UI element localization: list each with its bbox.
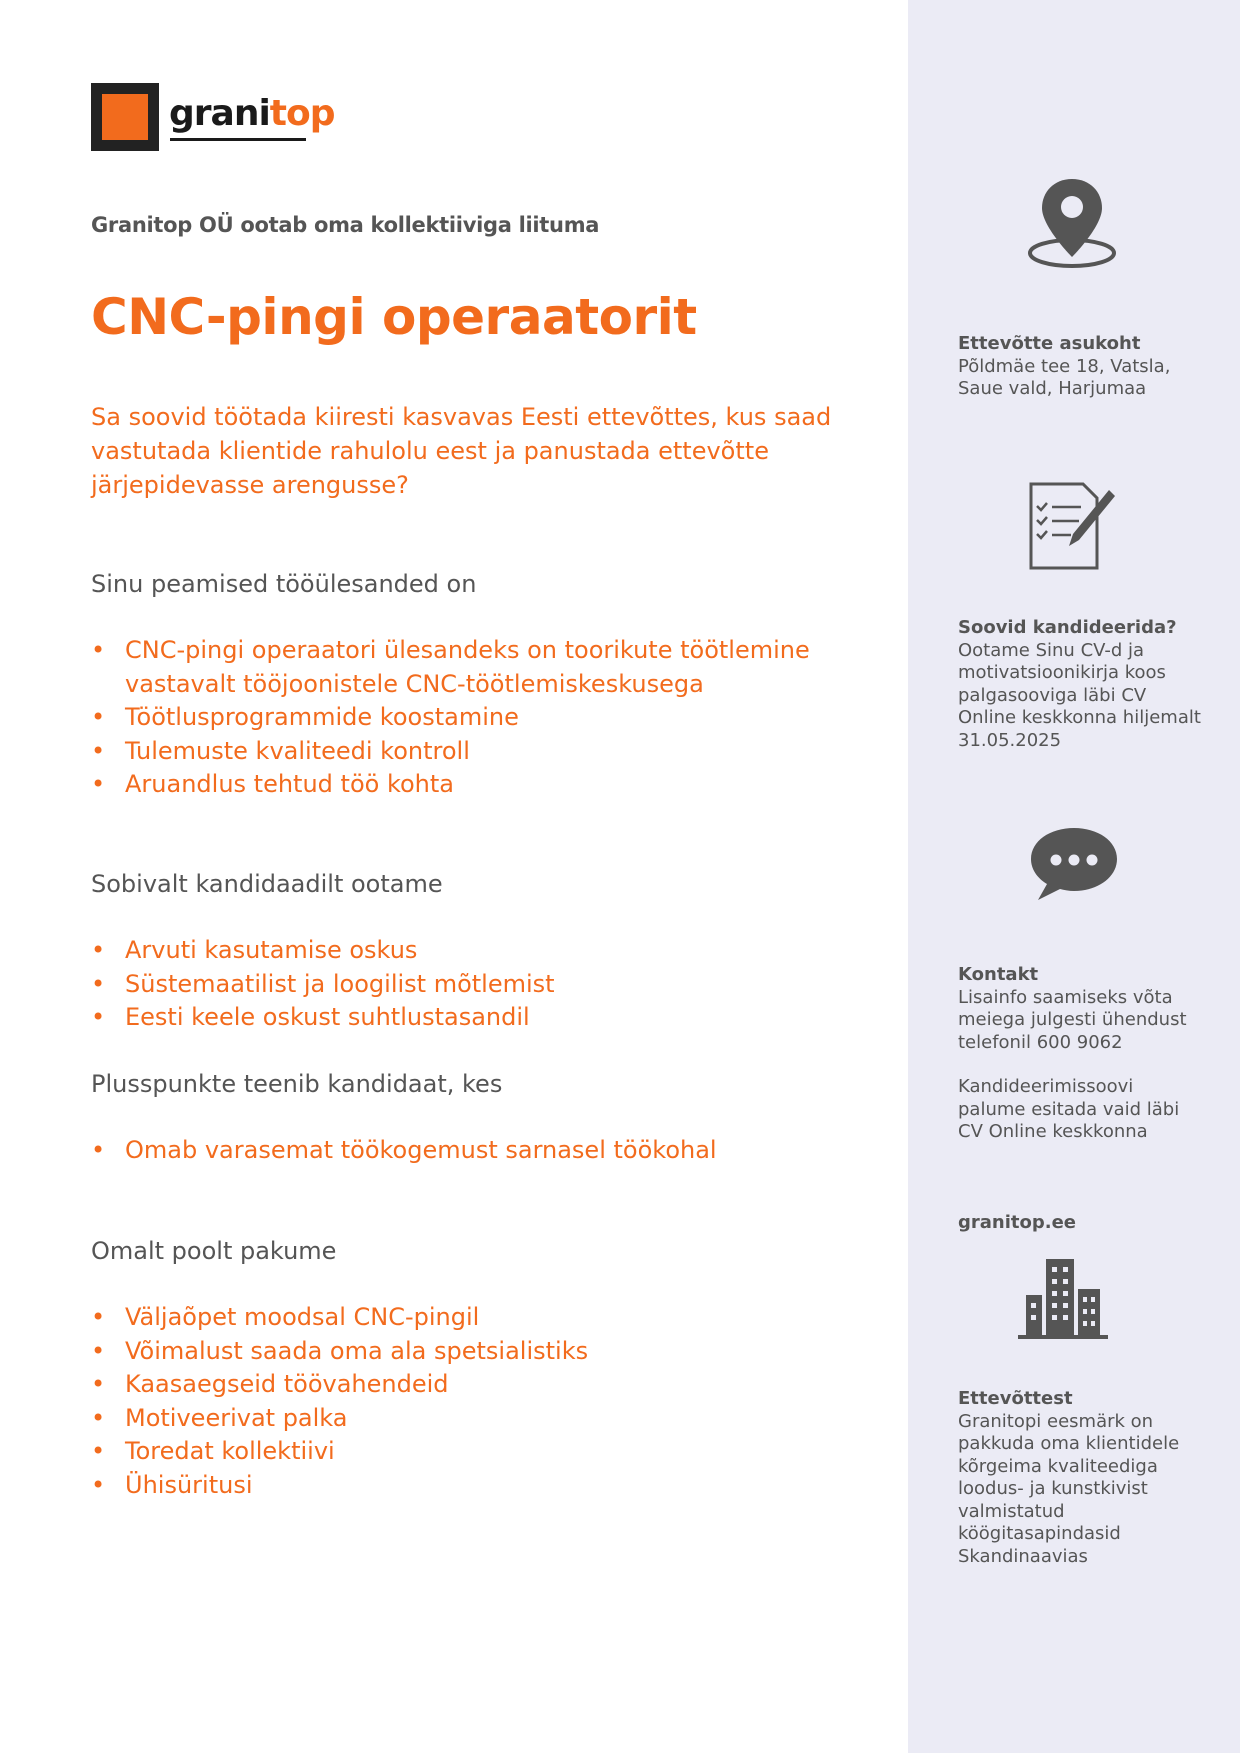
list-item: • Süstemaatilist ja loogilist mõtlemist	[91, 968, 891, 1002]
company-block	[958, 1388, 1203, 1568]
section-heading-offer: Omalt poolt pakume	[91, 1237, 337, 1265]
list-item: • Arvuti kasutamise oskus	[91, 934, 891, 968]
list-item: • Ühisüritusi	[91, 1469, 891, 1503]
list-item: • Omab varasemat töökogemust sarnasel töökohal	[91, 1134, 891, 1168]
company-logo	[91, 83, 335, 151]
list-item: • Võimalust saada oma ala spetsialistiks	[91, 1335, 891, 1369]
logo-part2: top	[269, 92, 335, 134]
checklist-pen-icon	[1025, 480, 1120, 575]
logo-mark	[91, 83, 159, 151]
company-text: Granitopi eesmärk on pakkuda oma klientidele kõrgeima kvaliteediga loodus- ja kunstkivist valmistatud köögitasapindasid Skandinaavias	[958, 1410, 1180, 1567]
tasks-list	[91, 634, 891, 802]
list-item: • Motiveerivat palka	[91, 1402, 891, 1436]
intro-text: Granitop OÜ ootab oma kollektiiviga liituma	[91, 213, 600, 237]
lead-paragraph: Sa soovid töötada kiiresti kasvavas Eesti ettevõttes, kus saad vastutada klientide rahulolu eest ja panustada ettevõtte järjepidevasse arengusse?	[91, 403, 832, 499]
job-title: CNC-pingi operaatorit	[91, 288, 697, 346]
apply-label: Soovid kandideerida?	[958, 617, 1177, 638]
buildings-icon	[1016, 1255, 1110, 1341]
list-item: • Toredat kollektiivi	[91, 1435, 891, 1469]
list-item: • Aruandlus tehtud töö kohta	[91, 768, 891, 802]
list-item: • Töötlusprogrammide koostamine	[91, 701, 891, 735]
website-link[interactable]: granitop.ee	[958, 1212, 1077, 1233]
location-pin-icon	[1025, 175, 1120, 275]
section-heading-tasks: Sinu peamised tööülesanded on	[91, 570, 477, 598]
location-label: Ettevõtte asukoht	[958, 333, 1141, 354]
list-item: • Kaasaegseid töövahendeid	[91, 1368, 891, 1402]
company-label: Ettevõttest	[958, 1388, 1073, 1409]
chat-bubble-icon	[1028, 825, 1120, 903]
contact-block	[958, 964, 1203, 1144]
list-item: • Tulemuste kvaliteedi kontroll	[91, 735, 891, 769]
section-heading-requirements: Sobivalt kandidaadilt ootame	[91, 870, 443, 898]
logo-part1: grani	[169, 92, 270, 134]
contact-text-2: Kandideerimissoovi palume esitada vaid läbi CV Online keskkonna	[958, 1076, 1180, 1142]
location-text: Põldmäe tee 18, Vatsla, Saue vald, Harjumaa	[958, 355, 1171, 399]
section-heading-bonus: Plusspunkte teenib kandidaat, kes	[91, 1070, 503, 1098]
requirements-list	[91, 934, 891, 1035]
apply-text: Ootame Sinu CV-d ja motivatsioonikirja koos palgasooviga läbi CV Online keskkonna hiljemalt 31.05.2025	[958, 639, 1201, 751]
bonus-list	[91, 1134, 891, 1168]
logo-wordmark	[169, 93, 335, 134]
list-item: • CNC-pingi operaatori ülesandeks on toorikute töötlemine vastavalt tööjoonistele CNC-töötlemiskeskusega	[91, 634, 891, 701]
location-block	[958, 333, 1203, 401]
apply-block	[958, 617, 1203, 752]
offer-list	[91, 1301, 891, 1502]
list-item: • Väljaõpet moodsal CNC-pingil	[91, 1301, 891, 1335]
contact-label: Kontakt	[958, 964, 1039, 985]
contact-text: Lisainfo saamiseks võta meiega julgesti ühendust telefonil 600 9062	[958, 986, 1187, 1053]
list-item: • Eesti keele oskust suhtlustasandil	[91, 1001, 891, 1035]
